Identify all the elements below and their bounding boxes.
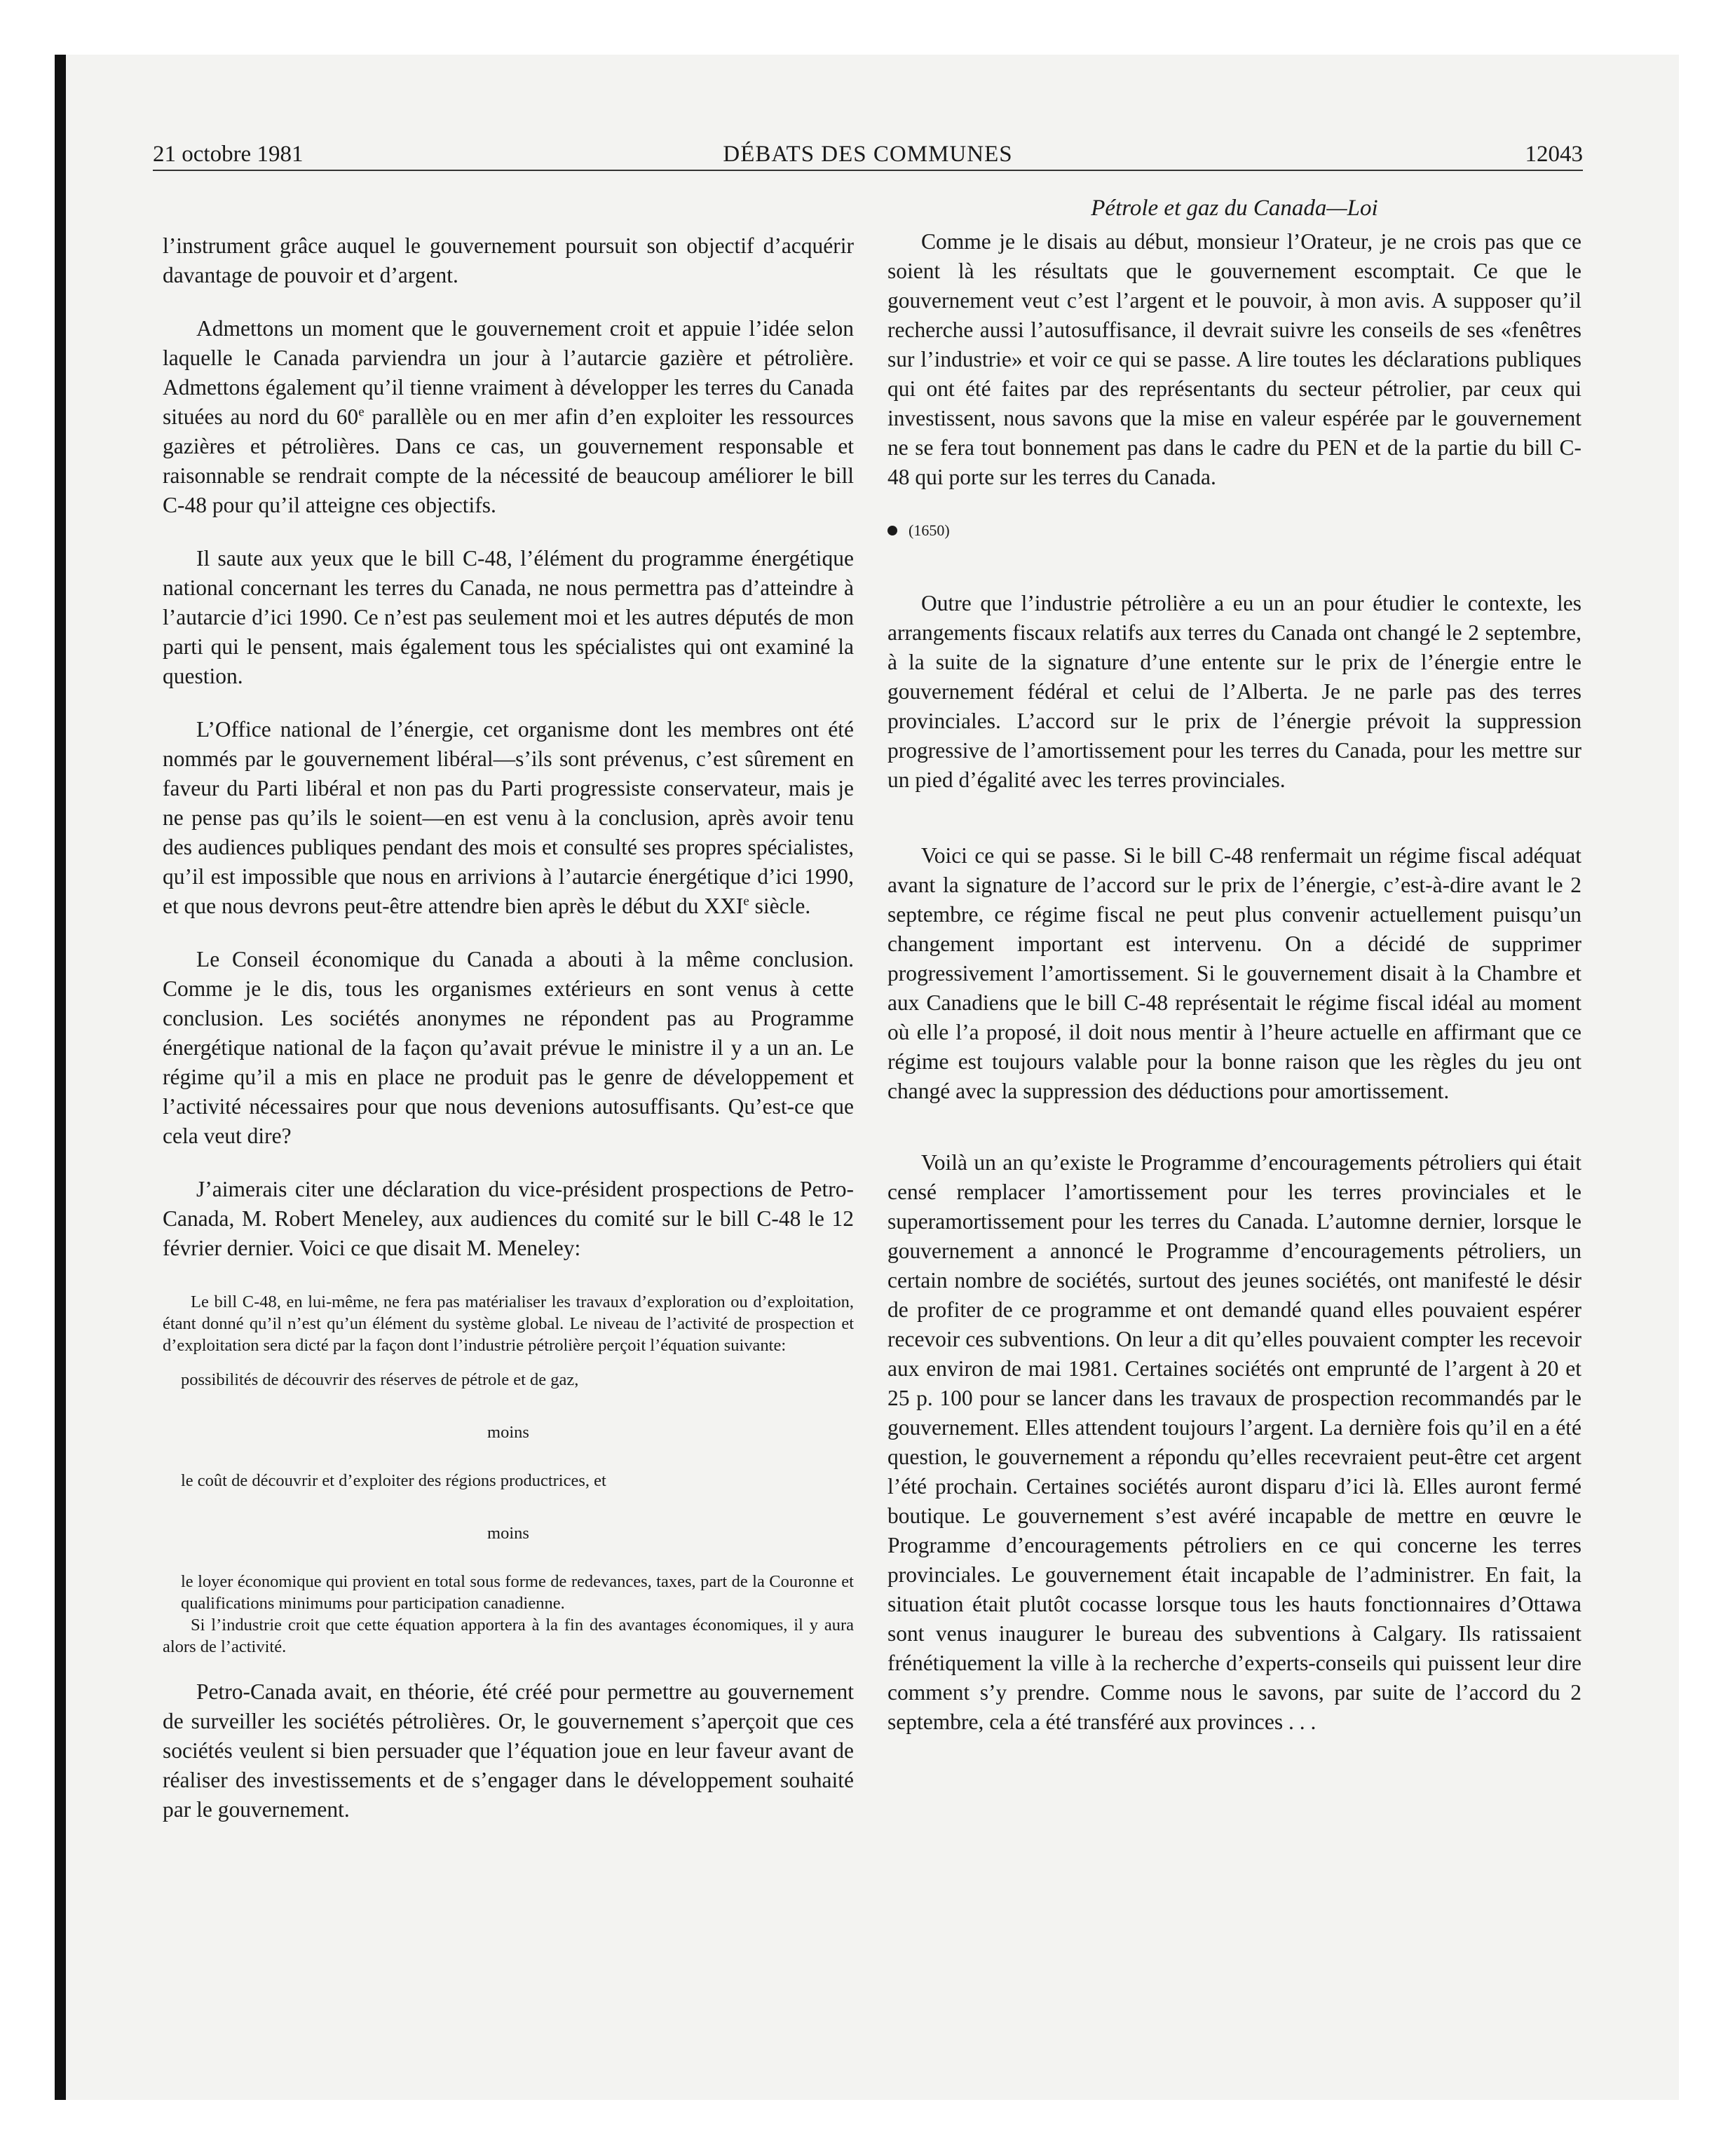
paragraph: Voilà un an qu’existe le Programme d’encouragements pétroliers qui était censé remplacer l’amortissement pour les terres provinciales et le superamortissement pour les terres du Canada. L’automne dernier, lorsque le gouvernement a annoncé le Programme d’encouragements pétroliers, un certain nombre de sociétés, surtout des jeunes sociétés, ont manifesté le désir de profiter de ce programme et ont demandé quand elles pouvaient espérer recevoir ces subventions. On leur a dit qu’elles pouvaient compter les recevoir aux environ de mai 1981. Certaines sociétés ont emprunté de l’argent à 20 et 25 p. 100 pour se lancer dans les travaux de prospection recommandés par le gouvernement. Elles attendent toujours l’argent. La dernière fois qu’il en a été question, le gouvernement a répondu qu’elles recevraient peut-être cet argent l’été prochain. Certaines sociétés auront disparu d’ici là. Elles auront fermé boutique. Le gouvernement s’est avéré incapable de mettre en œuvre le Programme d’encouragements pétroliers en ce qui concerne les terres provinciales. Le gouvernement était incapable de l’administrer. En fait, la situation était plutôt cocasse lorsque tous les hauts fonctionnaires d’Ottawa sont venus inaugurer le bureau des subventions à Calgary. Ils ratissaient frénétiquement la ville à la recherche d’experts-conseils qui puissent leur dire comment s’y prendre. Comme nous le savons, par suite de l’accord du 2 septembre, cela a été transféré aux provinces . . . <box>887 1150 1581 1734</box>
paragraph: Petro-Canada avait, en théorie, été créé pour permettre au gouvernement de surveiller les sociétés pétrolières. Or, le gouvernement s’aperçoit que ces sociétés veulent si bien persuader que l’équation joue en leur faveur avant de réaliser des investissements et de s’engager dans le développement souhaité par le gouvernement. <box>163 1679 854 1822</box>
section-title: Pétrole et gaz du Canada—Loi <box>1091 196 1378 221</box>
equation-operator: moins <box>487 1423 529 1442</box>
bullet-icon <box>887 526 897 535</box>
header-date: 21 octobre 1981 <box>153 142 304 167</box>
header-page-number: 12043 <box>1525 142 1583 167</box>
paragraph: Le Conseil économique du Canada a abouti à la même conclusion. Comme je le dis, tous les organismes extérieurs en sont venus à cette conclusion. Les sociétés anonymes ne répondent pas au Programme énergétique national de la façon qu’avait prévue le ministre il y a un an. Le régime qu’il a mis en place ne produit pas le genre de développement et l’activité nécessaires pour que nous devenions autosuffisants. Qu’est-ce que cela veut dire? <box>163 947 854 1148</box>
quote-paragraph: Si l’industrie croit que cette équation apportera à la fin des avantages économiques, il y aura alors de l’activité. <box>163 1616 854 1656</box>
timestamp <box>887 516 1581 545</box>
equation-operator: moins <box>487 1524 529 1543</box>
header-title: DÉBATS DES COMMUNES <box>723 142 1013 167</box>
paragraph: J’aimerais citer une déclaration du vice-président prospections de Petro-Canada, M. Robert Meneley, aux audiences du comité sur le bill C-48 le 12 février dernier. Voici ce que disait M. Meneley: <box>163 1177 854 1260</box>
left-column <box>163 231 854 1824</box>
right-column <box>887 227 1581 1737</box>
running-header <box>153 139 1583 171</box>
equation-term: possibilités de découvrir des réserves de pétrole et de gaz, <box>181 1370 579 1389</box>
paragraph: l’instrument grâce auquel le gouvernement poursuit son objectif d’acquérir davantage de pouvoir et d’argent. <box>163 233 854 287</box>
paragraph: Admettons un moment que le gouvernement croit et appuie l’idée selon laquelle le Canada parviendra un jour à l’autarcie gazière et pétrolière. Admettons également qu’il tienne vraiment à développer les terres du Canada situées au nord du 60e parallèle ou en mer afin d’en exploiter les ressources gazières et pétrolières. Dans ce cas, un gouvernement responsable et raisonnable se rendrait compte de la nécessité de beaucoup améliorer le bill C-48 pour qu’il atteigne ces objectifs. <box>163 316 854 517</box>
paragraph: Il saute aux yeux que le bill C-48, l’élément du programme énergétique national concernant les terres du Canada, ne nous permettra pas d’atteindre à l’autarcie d’ici 1990. Ce n’est pas seulement moi et les autres députés de mon parti qui le pensent, mais également tous les spécialistes qui ont examiné la question. <box>163 546 854 688</box>
paragraph: Comme je le disais au début, monsieur l’Orateur, je ne crois pas que ce soient là les résultats que le gouvernement escomptait. Ce que le gouvernement veut c’est l’argent et le pouvoir, à mon avis. A supposer qu’il recherche aussi l’autosuffisance, il devrait suivre les conseils de ses «fenêtres sur l’industrie» et voir ce qui se passe. A lire toutes les déclarations publiques qui ont été faites par des représentants du secteur pétrolier, par ceux qui investissent, nous savons que la mise en valeur espérée par le gouvernement ne se fera tout bonnement pas dans le cadre du PEN et de la partie du bill C-48 qui porte sur les terres du Canada. <box>887 229 1581 489</box>
equation-term: le loyer économique qui provient en total sous forme de redevances, taxes, part de la Couronne et qualifications minimums pour participation canadienne. <box>181 1572 854 1613</box>
paragraph: Voici ce qui se passe. Si le bill C-48 renfermait un régime fiscal adéquat avant la signature de l’accord sur le prix de l’énergie, c’est-à-dire avant le 2 septembre, ce régime fiscal ne peut plus convenir actuellement puisqu’un changement important est intervenu. On a décidé de supprimer progressivement l’amortissement. Si le gouvernement disait à la Chambre et aux Canadiens que le bill C-48 représentait le régime fiscal idéal au moment où elle l’a proposé, il doit nous mentir à l’heure actuelle en affirmant que ce régime est toujours valable pour la bonne raison que les règles du jeu ont changé avec la suppression des déductions pour amortissement. <box>887 843 1581 1103</box>
paragraph: Outre que l’industrie pétrolière a eu un an pour étudier le contexte, les arrangements fiscaux relatifs aux terres du Canada ont changé le 2 septembre, à la suite de la signature d’une entente sur le prix de l’énergie entre le gouvernement fédéral et celui de l’Alberta. Je ne parle pas des terres provinciales. L’accord sur le prix de l’énergie prévoit la suppression progressive de l’amortissement pour les terres du Canada, pour les mettre sur un pied d’égalité avec les terres provinciales. <box>887 591 1581 792</box>
block-quote <box>163 1291 854 1658</box>
paragraph: L’Office national de l’énergie, cet organisme dont les membres ont été nommés par le gouvernement libéral—s’ils sont prévenus, c’est sûrement en faveur du Parti libéral et non pas du Parti progressiste conservateur, mais je ne pense pas qu’ils le soient—en est venu à la conclusion, après avoir tenu des audiences publiques pendant des mois et consulté ses propres spécialistes, qu’il est impossible que nous en arrivions à l’autarcie énergétique d’ici 1990, et que nous devrons peut-être attendre bien après le début du XXIe siècle. <box>163 717 854 918</box>
page-binding-edge <box>55 55 66 2100</box>
timestamp-text: (1650) <box>909 521 950 539</box>
quote-paragraph: Le bill C-48, en lui-même, ne fera pas matérialiser les travaux d’exploration ou d’exploitation, étant donné qu’il n’est qu’un élément du système global. Le niveau de l’activité de prospection et d’exploitation sera dicté par la façon dont l’industrie pétrolière perçoit l’équation suivante: <box>163 1292 854 1355</box>
equation-term: le coût de découvrir et d’exploiter des régions productrices, et <box>181 1471 606 1490</box>
